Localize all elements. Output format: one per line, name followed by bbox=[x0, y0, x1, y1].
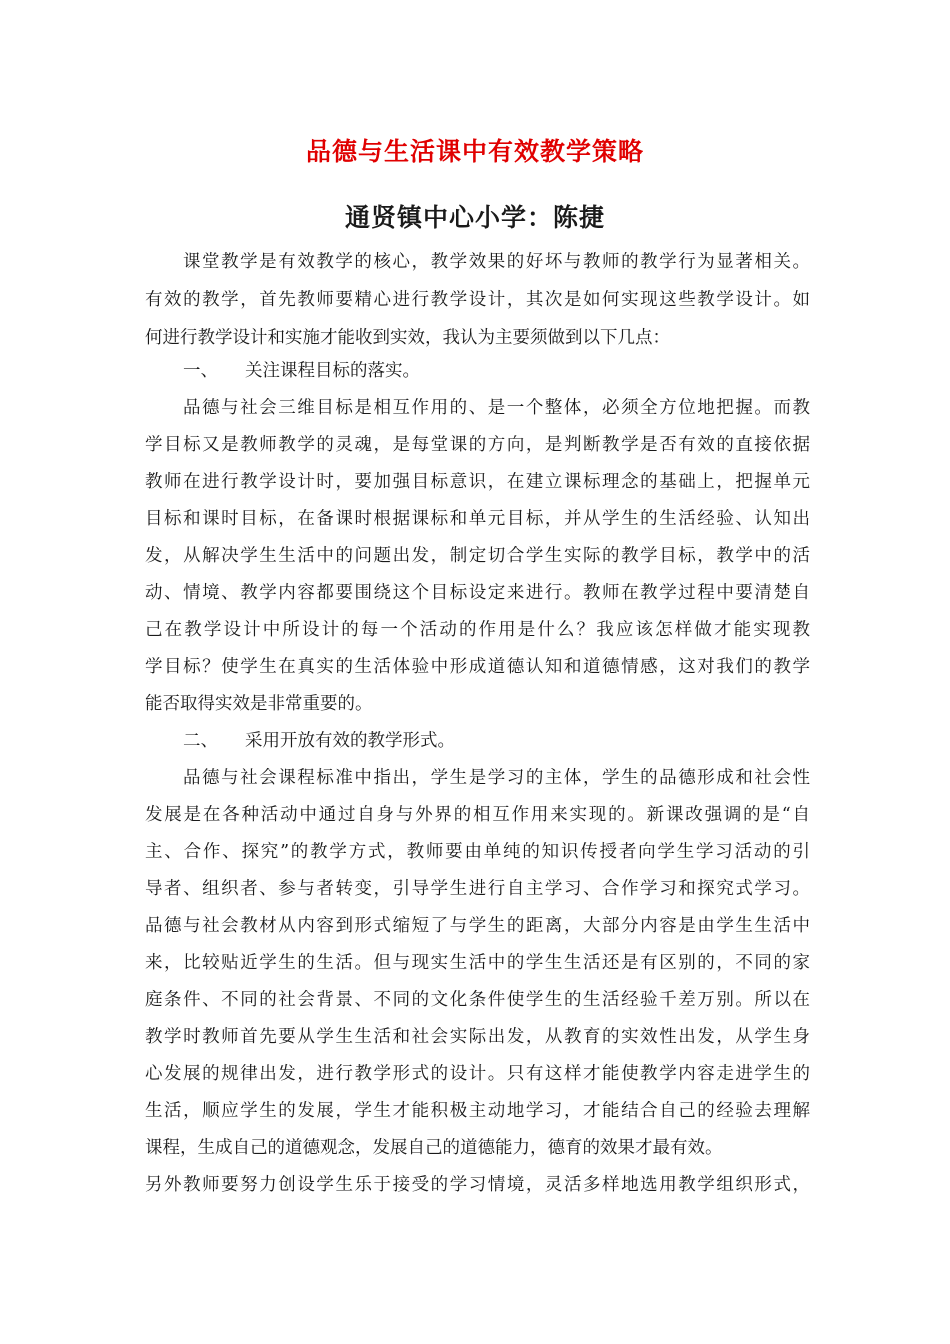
heading-text: 关注课程目标的落实。 bbox=[245, 361, 420, 381]
paragraph-line: 学目标又是教师教学的灵魂，是每堂课的方向，是判断教学是否有效的直接依据 bbox=[145, 435, 810, 455]
heading-text: 采用开放有效的教学形式。 bbox=[245, 731, 455, 751]
paragraph-line: 来，比较贴近学生的生活。但与现实生活中的学生生活还是有区别的，不同的家 bbox=[145, 953, 810, 973]
paragraph-line: 导者、组织者、参与者转变，引导学生进行自主学习、合作学习和探究式学习。 bbox=[145, 879, 810, 899]
paragraph-line: 品德与社会三维目标是相互作用的、是一个整体，必须全方位地把握。而教 bbox=[183, 398, 810, 418]
paragraph-line: 庭条件、不同的社会背景、不同的文化条件使学生的生活经验千差万别。所以在 bbox=[145, 990, 810, 1010]
paragraph-line: 课堂教学是有效教学的核心，教学效果的好坏与教师的教学行为显著相关。 bbox=[183, 252, 810, 272]
paragraph-line: 品德与社会教材从内容到形式缩短了与学生的距离，大部分内容是由学生生活中 bbox=[145, 916, 810, 936]
paragraph-line: 能否取得实效是非常重要的。 bbox=[145, 694, 373, 714]
paragraph-line: 教师在进行教学设计时，要加强目标意识，在建立课标理念的基础上，把握单元 bbox=[145, 472, 810, 492]
paragraph-line: 己在教学设计中所设计的每一个活动的作用是什么？我应该怎样做才能实现教 bbox=[145, 620, 810, 640]
paragraph-line: 有效的教学，首先教师要精心进行教学设计，其次是如何实现这些教学设计。如 bbox=[145, 290, 810, 310]
paragraph-line: 学目标？使学生在真实的生活体验中形成道德认知和道德情感，这对我们的教学 bbox=[145, 657, 810, 677]
section-heading-2 bbox=[145, 729, 810, 753]
heading-number: 一、 bbox=[183, 361, 218, 381]
section-heading-1 bbox=[145, 359, 810, 383]
paragraph-line: 另外教师要努力创设学生乐于接受的学习情境，灵活多样地选用教学组织形式， bbox=[145, 1175, 810, 1195]
paragraph-line: 心发展的规律出发，进行教学形式的设计。只有这样才能使教学内容走进学生的 bbox=[145, 1064, 810, 1084]
paragraph-line: 生活，顺应学生的发展，学生才能积极主动地学习，才能结合自己的经验去理解 bbox=[145, 1101, 810, 1121]
document-title: 品德与生活课中有效教学策略 bbox=[305, 137, 644, 166]
paragraph-line: 目标和课时目标，在备课时根据课标和单元目标，并从学生的生活经验、认知出 bbox=[145, 509, 810, 529]
paragraph-line: 发，从解决学生生活中的问题出发，制定切合学生实际的教学目标，教学中的活 bbox=[145, 546, 810, 566]
paragraph-line: 何进行教学设计和实施才能收到实效，我认为主要须做到以下几点： bbox=[145, 328, 670, 348]
author-line: 通贤镇中心小学：陈捷 bbox=[344, 203, 605, 232]
paragraph-line: 课程，生成自己的道德观念，发展自己的道德能力，德育的效果才最有效。 bbox=[145, 1138, 723, 1158]
paragraph-line: 品德与社会课程标准中指出，学生是学习的主体，学生的品德形成和社会性 bbox=[183, 768, 810, 788]
paragraph-line: 教学时教师首先要从学生生活和社会实际出发，从教育的实效性出发，从学生身 bbox=[145, 1027, 810, 1047]
paragraph-line: 主、合作、探究”的教学方式，教师要由单纯的知识传授者向学生学习活动的引 bbox=[145, 842, 810, 862]
paragraph-line: 发展是在各种活动中通过自身与外界的相互作用来实现的。新课改强调的是“自 bbox=[145, 805, 810, 825]
heading-number: 二、 bbox=[183, 731, 218, 751]
paragraph-line: 动、情境、教学内容都要围绕这个目标设定来进行。教师在教学过程中要清楚自 bbox=[145, 583, 810, 603]
